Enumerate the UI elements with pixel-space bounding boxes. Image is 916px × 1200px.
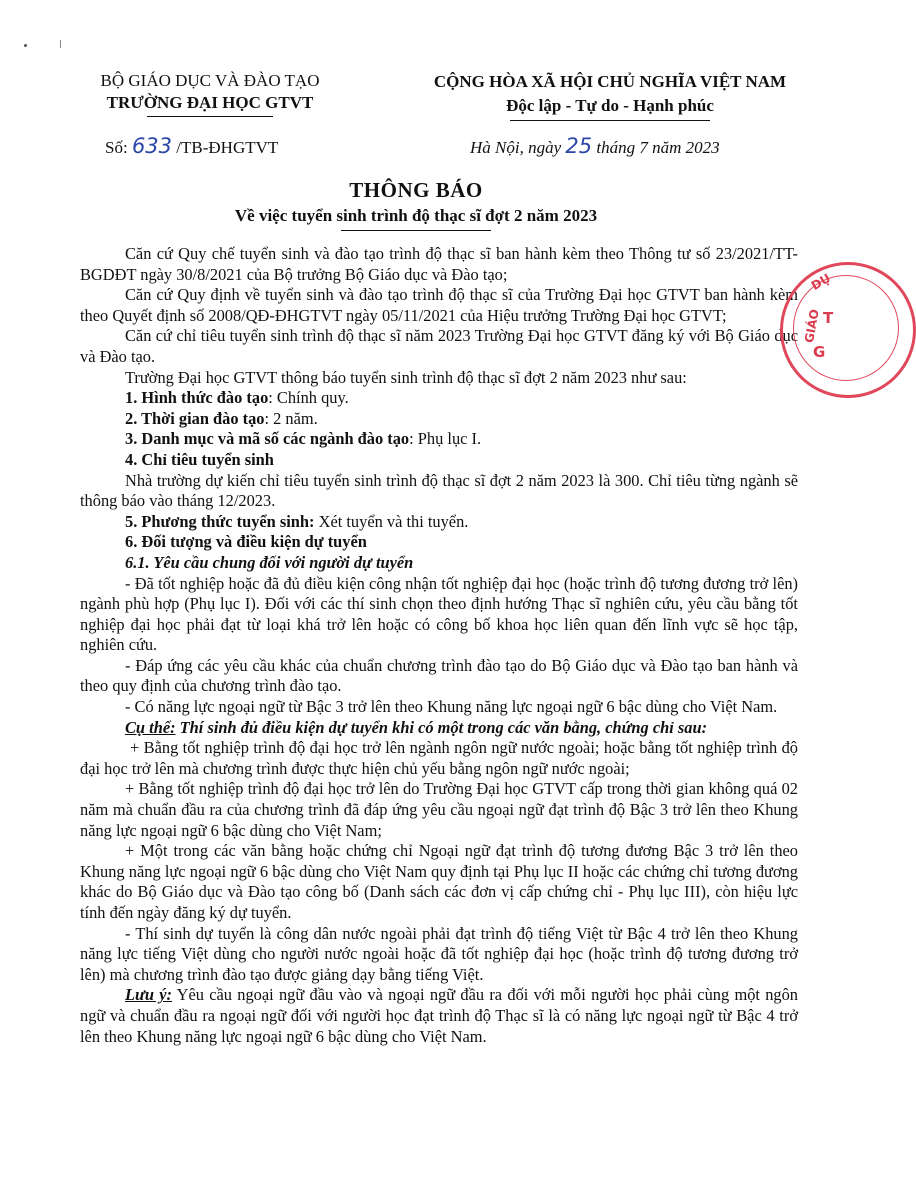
ref-suffix: /TB-ĐHGTVT: [172, 138, 279, 157]
section-5-text: Xét tuyển và thi tuyển.: [314, 511, 469, 531]
basis-1: Căn cứ Quy chế tuyển sinh và đào tạo trình độ thạc sĩ ban hành kèm theo Thông tư số 23/2021/TT-BGDĐT ngày 30/8/2021 của Bộ trưởng Bộ Giáo dục và Đào tạo;: [80, 244, 798, 284]
ministry-name: BỘ GIÁO DỤC VÀ ĐÀO TẠO: [100, 71, 320, 90]
date-day-handwritten: 25: [565, 134, 593, 158]
section-5: [80, 512, 798, 533]
section-3-label: 3. Danh mục và mã số các ngành đào tạo: [125, 429, 410, 449]
university-name: TRƯỜNG ĐẠI HỌC GTVT: [106, 93, 314, 112]
condition-2: + Bằng tốt nghiệp trình độ đại học trở lên do Trường Đại học GTVT cấp trong thời gian không quá 02 năm mà chuẩn đầu ra của chương trình đã đáp ứng yêu cầu ngoại ngữ đạt trình độ Bậc 3 trở lên theo Khung năng lực ngoại ngữ 6 bậc dùng cho Việt Nam;: [80, 779, 798, 840]
national-motto: Độc lập - Tự do - Hạnh phúc: [506, 96, 714, 115]
document-body: [80, 244, 798, 1047]
republic-name: CỘNG HÒA XÃ HỘI CHỦ NGHĨA VIỆT NAM: [433, 72, 787, 91]
issue-date: [470, 134, 720, 158]
condition-3: + Một trong các văn bằng hoặc chứng chỉ Ngoại ngữ đạt trình độ tương đương Bậc 3 trở lên theo Khung năng lực ngoại ngữ 6 bậc dùng cho Việt Nam quy định tại Phụ lục II hoặc các chứng chỉ tương đương khác do Bộ Giáo dục và Đào tạo công bố (Danh sách các đơn vị cấp chứng chỉ - Phụ lục III), còn hiệu lực tính đến ngày đăng ký dự tuyển.: [80, 841, 798, 922]
section-1-label: 1. Hình thức đào tạo: [125, 388, 269, 408]
requirement-1: - Đã tốt nghiệp hoặc đã đủ điều kiện công nhận tốt nghiệp đại học (hoặc trình độ tương đương trở lên) ngành phù hợp (Phụ lục I). Đối với các thí sinh chọn theo định hướng Thạc sĩ nghiên cứu, yêu cầu bằng tốt nghiệp đại học phải đạt từ loại khá trở lên hoặc có công bố khoa học liên quan đến lĩnh vực sẽ học tập, nghiên cứu.: [80, 573, 798, 655]
seal-text-lower: G: [813, 343, 826, 361]
section-3-text: : Phụ lục I.: [409, 429, 482, 449]
document-subtitle: [0, 206, 832, 231]
requirement-3: - Có năng lực ngoại ngữ từ Bậc 3 trở lên theo Khung năng lực ngoại ngữ 6 bậc dùng cho Việt Nam.: [125, 697, 778, 717]
subtitle-underline: [341, 230, 491, 231]
section-1: [80, 388, 798, 409]
basis-2: Căn cứ Quy định về tuyển sinh và đào tạo trình độ thạc sĩ của Trường Đại học GTVT ban hành kèm theo Quyết định số 2008/QĐ-ĐHGTVT ngày 05/11/2021 của Hiệu trưởng Trường Đại học GTVT;: [80, 285, 798, 325]
section-2: [80, 409, 798, 430]
requirement-4: - Thí sinh dự tuyển là công dân nước ngoài phải đạt trình độ tiếng Việt từ Bậc 4 trở lên theo Khung năng lực tiếng Việt dùng cho người nước ngoài hoặc đã tốt nghiệp đại học (hoặc trình độ tương đương trở lên) mà chương trình đào tạo được giảng dạy bằng tiếng Việt.: [80, 923, 798, 984]
motto-underline: [510, 120, 710, 121]
scan-mark: [60, 40, 61, 48]
note-text: Yêu cầu ngoại ngữ đầu vào và ngoại ngữ đầu ra đối với mỗi người học phải cùng một ngôn ngữ và chuẩn đầu ra ngoại ngữ đối với người học đạt trình độ Thạc sĩ là có năng lực ngoại ngữ từ Bậc 4 trở lên theo Khung năng lực ngoại ngữ 6 bậc dùng cho Việt Nam.: [80, 985, 798, 1046]
ref-number-handwritten: 633: [131, 134, 173, 158]
scan-speck: [24, 44, 27, 47]
date-prefix: Hà Nội, ngày: [470, 138, 566, 157]
condition-1: + Bằng tốt nghiệp trình độ đại học trở lên ngành ngôn ngữ nước ngoài; hoặc bằng tốt nghiệp trình độ đại học trở lên mà chương trình được thực hiện chủ yếu bằng ngôn ngữ nước ngoài;: [80, 738, 798, 778]
section-1-text: : Chính quy.: [268, 388, 349, 408]
basis-3: Căn cứ chỉ tiêu tuyển sinh trình độ thạc sĩ năm 2023 Trường Đại học GTVT đăng ký với Bộ Giáo dục và Đào tạo.: [80, 326, 798, 366]
reference-number: [105, 134, 278, 158]
section-2-label: 2. Thời gian đào tạo: [125, 408, 265, 428]
specific-conditions: [80, 718, 798, 739]
date-suffix: tháng 7 năm 2023: [592, 138, 720, 157]
seal-text-center: T: [823, 309, 834, 327]
section-6-1-label: 6.1. Yêu cầu chung đối với người dự tuyển: [125, 552, 414, 572]
section-4-text: Nhà trường dự kiến chỉ tiêu tuyển sinh trình độ thạc sĩ đợt 2 năm 2023 là 300. Chỉ tiêu từng ngành sẽ thông báo vào tháng 12/2023.: [80, 470, 798, 511]
issuer-underline: [147, 116, 273, 117]
section-3: [80, 429, 798, 450]
specific-label: Cụ thể:: [125, 717, 176, 737]
announcement-intro: Trường Đại học GTVT thông báo tuyển sinh trình độ thạc sĩ đợt 2 năm 2023 như sau:: [125, 367, 687, 387]
national-header: [410, 70, 810, 121]
specific-text: Thí sinh đủ điều kiện dự tuyển khi có một trong các văn bằng, chứng chỉ sau:: [175, 717, 708, 737]
red-seal-stamp: [780, 262, 916, 398]
issuer-block: [60, 70, 360, 117]
section-5-label: 5. Phương thức tuyển sinh:: [125, 511, 315, 531]
ref-prefix: Số:: [105, 138, 132, 157]
seal-text-top: DỤ: [808, 271, 833, 293]
note-label: Lưu ý:: [125, 985, 172, 1005]
note: [80, 985, 798, 1047]
subtitle-text: Về việc tuyển sinh trình độ thạc sĩ đợt 2 năm 2023: [234, 206, 598, 225]
seal-arc-text: GIÁO: [802, 308, 822, 344]
section-4-label: 4. Chỉ tiêu tuyển sinh: [125, 449, 274, 469]
section-6-label: 6. Đối tượng và điều kiện dự tuyển: [125, 532, 367, 552]
section-2-text: : 2 năm.: [264, 408, 318, 428]
requirement-2: - Đáp ứng các yêu cầu khác của chuẩn chương trình đào tạo do Bộ Giáo dục và Đào tạo ban hành và theo quy định của chương trình đào tạo.: [80, 655, 798, 696]
document-title: THÔNG BÁO: [349, 178, 483, 202]
